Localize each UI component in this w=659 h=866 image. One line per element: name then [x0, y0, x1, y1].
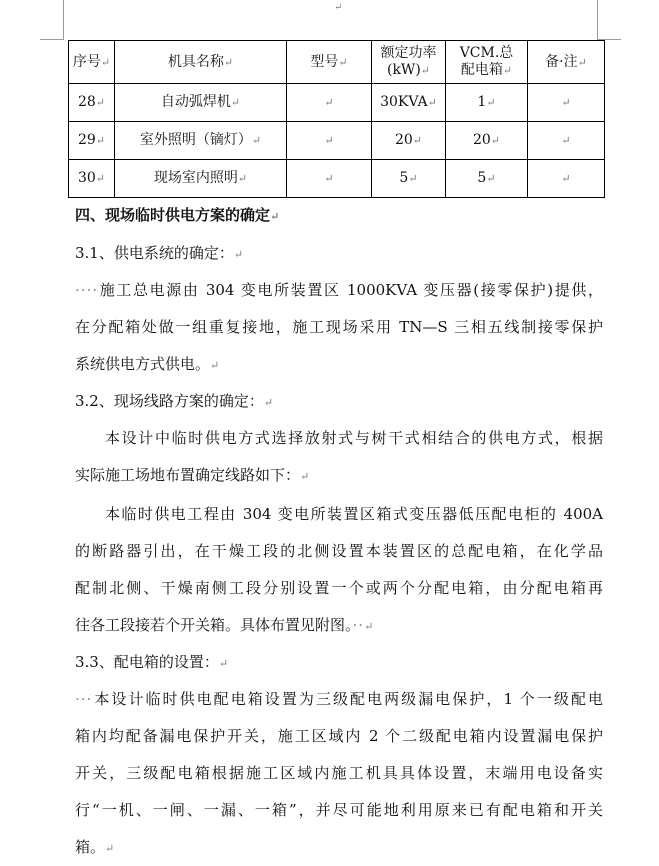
header-rated-power: 额定功率 (kW)↵ [372, 41, 446, 84]
crop-mark-left-horizontal [40, 39, 64, 40]
s32-p2-line-1: 本临时供电工程由 304 变电所装置区箱式变压器低压配电柜的 400A [105, 505, 603, 523]
s31-line-1: ····施工总电源由 304 变电所装置区 1000KVA 变压器(接零保护)提供， [75, 281, 603, 299]
table-header-row [69, 41, 605, 84]
crop-mark-left-vertical [63, 0, 64, 40]
table-row: 30↵ 现场室内照明↵ ↵ 5↵ 5↵ ↵ [69, 160, 605, 198]
subsection-3-3-title: 3.3、配电箱的设置：↵ [75, 653, 229, 671]
section-heading: 四、现场临时供电方案的确定↵ [75, 206, 280, 224]
crop-mark-right-vertical [597, 0, 598, 40]
s32-p2-line-4: 往各工段接若个开关箱。具体布置见附图。··↵ [75, 616, 374, 634]
s33-line-2: 箱内均配备漏电保护开关，施工区域内 2 个二级配电箱内设置漏电保护 [75, 727, 603, 745]
s32-p1-line-2: 实际施工场地布置确定线路如下：↵ [75, 466, 310, 484]
s33-line-3: 开关，三级配电箱根据施工区域内施工机具具体设置，末端用电设备实 [75, 764, 603, 782]
s32-p2-line-2: 的断路器引出，在干燥工段的北侧设置本装置区的总配电箱，在化学品 [75, 542, 603, 560]
s33-line-5: 箱。↵ [75, 838, 115, 856]
s32-p1-line-1: 本设计中临时供电方式选择放射式与树干式相结合的供电方式，根据 [105, 429, 603, 447]
s31-line-2: 在分配箱处做一组重复接地，施工现场采用 TN—S 三相五线制接零保护 [75, 318, 603, 336]
equipment-table [68, 40, 605, 198]
s32-p2-line-3: 配制北侧、干燥南侧工段分别设置一个或两个分配电箱，由分配电箱再 [75, 579, 603, 597]
header-vcm-distribution-box: VCM.总 配电箱↵ [446, 41, 528, 84]
s33-line-1: ···本设计临时供电配电箱设置为三级配电两级漏电保护，1 个一级配电 [75, 690, 603, 708]
header-note: 备·注↵ [528, 41, 605, 84]
header-machine-name: 机具名称↵ [115, 41, 287, 84]
s33-line-4: 行“一机、一闸、一漏、一箱”，并尽可能地利用原来已有配电箱和开关 [75, 801, 603, 819]
table-row: 29↵ 室外照明（镝灯）↵ ↵ 20↵ 20↵ ↵ [69, 122, 605, 160]
s31-line-3: 系统供电方式供电。↵ [75, 355, 220, 373]
paragraph-mark-icon: ↵ [334, 2, 343, 13]
table-row: 28↵ 自动弧焊机↵ ↵ 30KVA↵ 1↵ ↵ [69, 84, 605, 122]
subsection-3-2-title: 3.2、现场线路方案的确定：↵ [75, 392, 274, 410]
header-model: 型号↵ [287, 41, 372, 84]
subsection-3-1-title: 3.1、供电系统的确定：↵ [75, 244, 244, 262]
header-seq: 序号↵ [69, 41, 115, 84]
